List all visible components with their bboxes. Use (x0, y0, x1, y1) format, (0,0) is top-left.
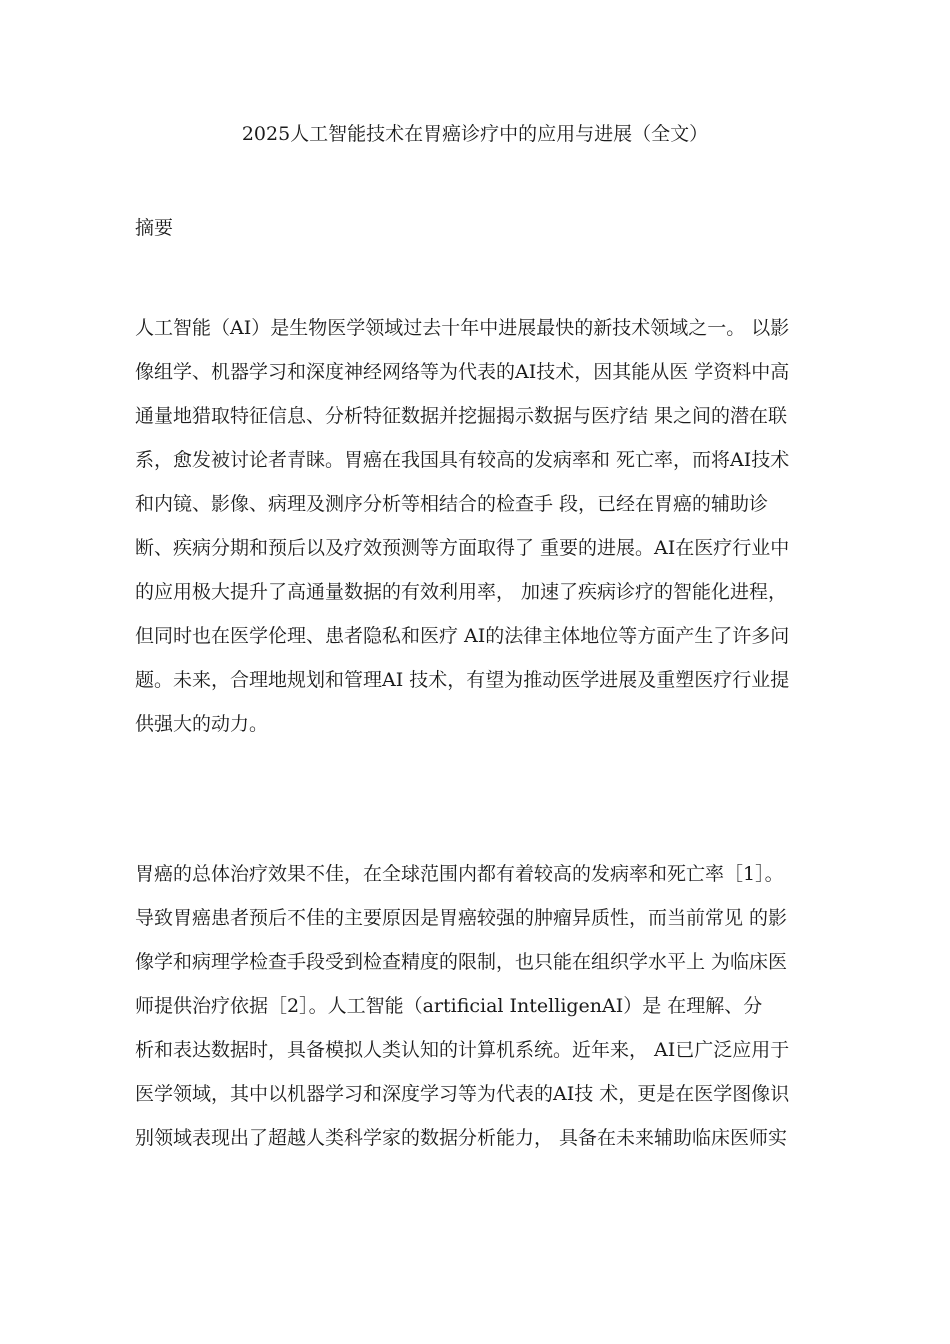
abstract-paragraph (135, 314, 840, 754)
text-line: 医学领域，其中以机器学习和深度学习等为代表的AI技 术，更是在医学图像识 (135, 1083, 790, 1105)
body-paragraph (135, 860, 840, 1168)
text-line: 通量地猎取特征信息、分析特征数据并挖掘揭示数据与医疗结 果之间的潜在联 (135, 405, 788, 427)
text-line: 系，愈发被讨论者青睐。胃癌在我国具有较高的发病率和 死亡率，而将AI技术 (135, 449, 790, 471)
text-line: 师提供治疗依据［2］。人工智能（artificial IntelligenAI）是 在理解、分 (135, 995, 763, 1017)
document-title: 2025人工智能技术在胃癌诊疗中的应用与进展（全文） (241, 123, 709, 145)
text-line: 题。未来，合理地规划和管理AI 技术，有望为推动医学进展及重塑医疗行业提 (135, 669, 790, 691)
text-line: 断、疾病分期和预后以及疗效预测等方面取得了 重要的进展。AI在医疗行业中 (135, 537, 790, 559)
text-line: 但同时也在医学伦理、患者隐私和医疗 AI的法律主体地位等方面产生了许多问 (135, 625, 790, 647)
text-line: 和内镜、影像、病理及测序分析等相结合的检查手 段，已经在胃癌的辅助诊 (135, 493, 769, 515)
text-line: 供强大的动力。 (135, 713, 269, 735)
abstract-heading: 摘要 (135, 217, 174, 239)
text-line: 的应用极大提升了高通量数据的有效利用率， 加速了疾病诊疗的智能化进程， (135, 581, 788, 603)
text-line: 别领域表现出了超越人类科学家的数据分析能力， 具备在未来辅助临床医师实 (135, 1127, 788, 1149)
text-line: 胃癌的总体治疗效果不佳，在全球范围内都有着较高的发病率和死亡率［1］。 (135, 863, 784, 885)
text-line: 像学和病理学检查手段受到检查精度的限制，也只能在组织学水平上 为临床医 (135, 951, 788, 973)
text-line: 人工智能（AI）是生物医学领域过去十年中进展最快的新技术领域之一。 以影 (135, 317, 790, 339)
text-line: 像组学、机器学习和深度神经网络等为代表的AI技术，因其能从医 学资料中高 (135, 361, 790, 383)
text-line: 析和表达数据时，具备模拟人类认知的计算机系统。近年来， AI已广泛应用于 (135, 1039, 790, 1061)
text-line: 导致胃癌患者预后不佳的主要原因是胃癌较强的肿瘤异质性，而当前常见 的影 (135, 907, 788, 929)
